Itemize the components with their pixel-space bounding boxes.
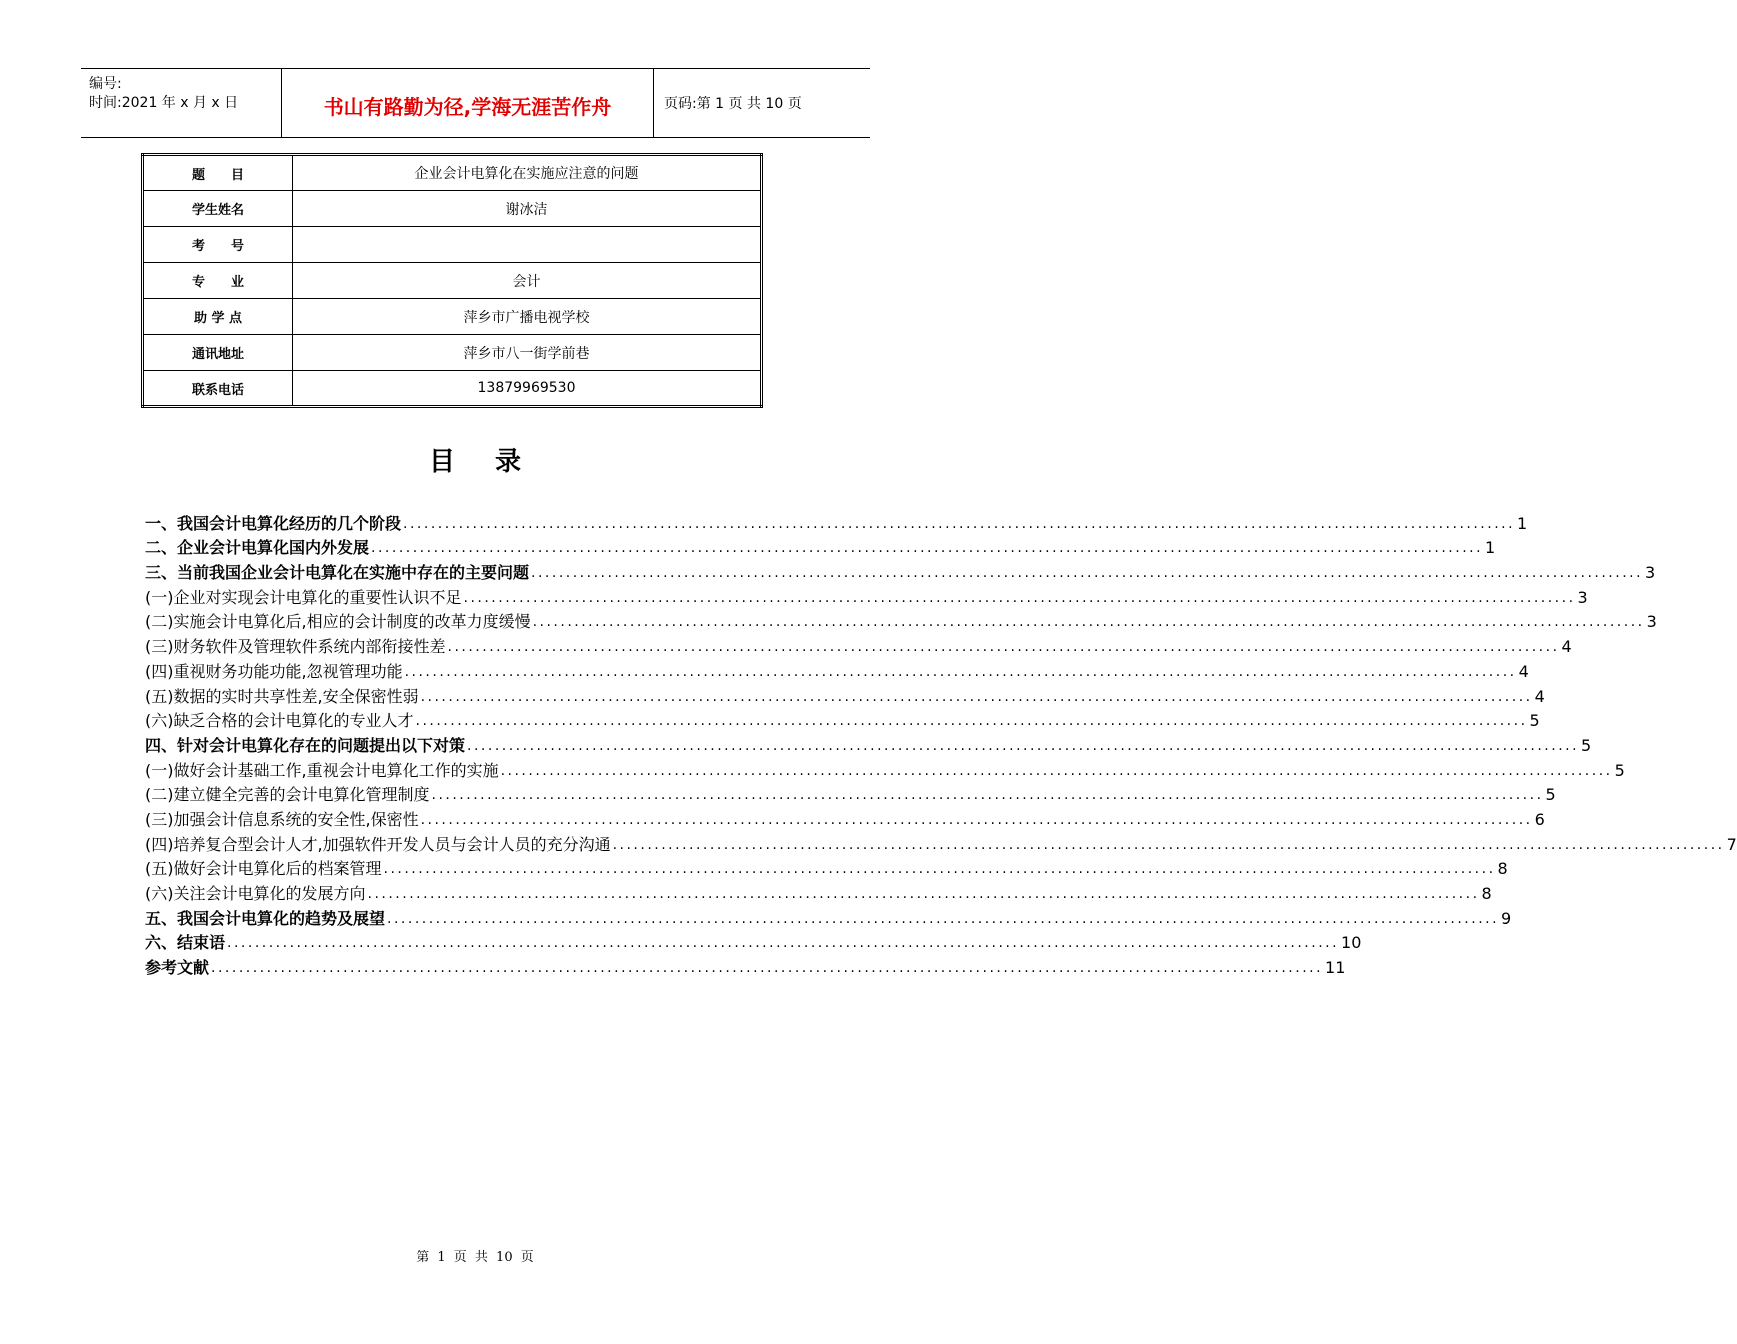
toc-leader-dots: ................................................................................................................................................................ [211, 960, 1324, 977]
toc-item[interactable] [145, 953, 1346, 978]
toc-leader-dots: ................................................................................................................................................................ [531, 565, 1644, 582]
info-value: 13879969530 [293, 371, 762, 407]
toc-item[interactable] [145, 904, 1512, 929]
toc-item-page: 3 [1645, 563, 1656, 583]
toc-item[interactable] [145, 707, 1540, 732]
toc-item-page: 4 [1534, 686, 1545, 706]
toc-item-text: (五)做好会计电算化后的档案管理 [145, 859, 382, 879]
toc-item-page: 4 [1518, 661, 1529, 681]
toc-item-text: (一)企业对实现会计电算化的重要性认识不足 [145, 587, 462, 607]
info-value [293, 227, 762, 263]
toc-leader-dots: ................................................................................................................................................................ [415, 713, 1528, 730]
toc-leader-dots: ................................................................................................................................................................ [420, 688, 1533, 705]
toc-leader-dots: ................................................................................................................................................................ [612, 836, 1725, 853]
toc-leader-dots: ................................................................................................................................................................ [447, 639, 1560, 656]
toc-item[interactable] [145, 929, 1362, 954]
toc-item-text: (六)缺乏合格的会计电算化的专业人才 [145, 711, 414, 731]
toc-item-text: 二、企业会计电算化国内外发展 [145, 538, 370, 558]
toc-item-page: 3 [1577, 587, 1588, 607]
toc-leader-dots: ................................................................................................................................................................ [431, 787, 1544, 804]
toc-title: 目录 [428, 447, 561, 477]
info-label: 专 业 [143, 263, 293, 299]
toc-leader-dots: ................................................................................................................................................................ [371, 540, 1484, 557]
toc-leader-dots: ................................................................................................................................................................ [227, 935, 1340, 952]
toc-leader-dots: ................................................................................................................................................................ [404, 663, 1517, 680]
table-row [143, 155, 762, 191]
toc-leader-dots: ................................................................................................................................................................ [500, 762, 1613, 779]
toc-item[interactable] [145, 756, 1625, 781]
toc-item-page: 3 [1646, 612, 1657, 632]
toc-item-text: (三)加强会计信息系统的安全性,保密性 [145, 809, 419, 829]
toc-item-text: 五、我国会计电算化的趋势及展望 [145, 908, 386, 928]
info-value: 萍乡市八一街学前巷 [293, 335, 762, 371]
toc-item-text: (二)建立健全完善的会计电算化管理制度 [145, 785, 430, 805]
toc-item-text: (五)数据的实时共享性差,安全保密性弱 [145, 686, 419, 706]
toc-item-text: 四、针对会计电算化存在的问题提出以下对策 [145, 735, 466, 755]
table-row [143, 227, 762, 263]
toc-leader-dots: ................................................................................................................................................................ [383, 861, 1496, 878]
toc-item[interactable] [145, 731, 1592, 756]
toc-leader-dots: ................................................................................................................................................................ [467, 737, 1580, 754]
toc-item-text: (三)财务软件及管理软件系统内部衔接性差 [145, 637, 446, 657]
toc-leader-dots: ................................................................................................................................................................ [463, 589, 1576, 606]
toc-leader-dots: ................................................................................................................................................................ [387, 910, 1500, 927]
toc-item[interactable] [145, 830, 1737, 855]
toc-item[interactable] [145, 509, 1528, 534]
toc-item[interactable] [145, 682, 1545, 707]
toc-item-text: (二)实施会计电算化后,相应的会计制度的改革力度缓慢 [145, 612, 531, 632]
toc-leader-dots: ................................................................................................................................................................ [367, 886, 1480, 902]
toc-item-text: (一)做好会计基础工作,重视会计电算化工作的实施 [145, 760, 499, 780]
page-header [81, 68, 870, 138]
toc-item-page: 1 [1517, 513, 1528, 533]
header-motto: 书山有路勤为径,学海无涯苦作舟 [282, 69, 654, 137]
info-value: 会计 [293, 263, 762, 299]
toc-item-text: 参考文献 [145, 958, 210, 978]
info-label: 通讯地址 [143, 335, 293, 371]
toc-item[interactable] [145, 608, 1657, 633]
toc-item-text: 三、当前我国企业会计电算化在实施中存在的主要问题 [145, 563, 530, 583]
toc-item-page: 11 [1325, 958, 1346, 978]
toc-item-page: 4 [1561, 637, 1572, 657]
toc-item-page: 10 [1341, 933, 1362, 953]
toc-item-text: (四)培养复合型会计人才,加强软件开发人员与会计人员的充分沟通 [145, 834, 611, 854]
table-row [143, 299, 762, 335]
info-label: 考 号 [143, 227, 293, 263]
page-footer: 第 1 页 共 10 页 [416, 1250, 534, 1265]
toc-item-page: 8 [1497, 859, 1508, 879]
header-meta [81, 69, 282, 137]
code-label: 编号: [89, 76, 122, 92]
info-label: 联系电话 [143, 371, 293, 407]
toc-item[interactable] [145, 879, 1492, 904]
toc-item[interactable] [145, 558, 1656, 583]
toc-item[interactable] [145, 583, 1588, 608]
toc-item-page: 1 [1485, 538, 1496, 558]
toc-item-page: 9 [1501, 908, 1512, 928]
info-label: 学生姓名 [143, 191, 293, 227]
toc-item[interactable] [145, 534, 1496, 559]
student-info-table [141, 153, 763, 408]
toc-item[interactable] [145, 855, 1508, 880]
toc-item[interactable] [145, 657, 1529, 682]
toc-leader-dots: ................................................................................................................................................................ [532, 614, 1645, 631]
info-label: 题 目 [143, 155, 293, 191]
table-of-contents [145, 509, 1737, 978]
toc-item-page: 5 [1614, 760, 1625, 780]
table-row [143, 335, 762, 371]
time-label: 时间:2021 年 x 月 x 日 [89, 95, 239, 111]
toc-item-text: (六)关注会计电算化的发展方向 [145, 884, 366, 903]
header-page-info: 页码:第 1 页 共 10 页 [664, 96, 802, 112]
table-row [143, 371, 762, 407]
toc-item-page: 7 [1726, 834, 1737, 854]
info-value: 企业会计电算化在实施应注意的问题 [293, 155, 762, 191]
toc-item-page: 5 [1581, 735, 1592, 755]
toc-item-page: 5 [1545, 785, 1556, 805]
toc-item[interactable] [145, 781, 1556, 806]
table-row [143, 263, 762, 299]
toc-item-text: 六、结束语 [145, 933, 226, 953]
toc-item-page: 5 [1529, 711, 1540, 731]
toc-leader-dots: ................................................................................................................................................................ [420, 811, 1533, 828]
info-value: 萍乡市广播电视学校 [293, 299, 762, 335]
toc-item[interactable] [145, 632, 1572, 657]
info-label: 助 学 点 [143, 299, 293, 335]
toc-leader-dots: ................................................................................................................................................................ [403, 515, 1516, 532]
table-row [143, 191, 762, 227]
toc-item-page: 6 [1534, 809, 1545, 829]
toc-item-page: 8 [1481, 884, 1492, 903]
toc-item-text: 一、我国会计电算化经历的几个阶段 [145, 513, 402, 533]
toc-item[interactable] [145, 805, 1545, 830]
info-value: 谢冰洁 [293, 191, 762, 227]
toc-item-text: (四)重视财务功能功能,忽视管理功能 [145, 661, 403, 681]
